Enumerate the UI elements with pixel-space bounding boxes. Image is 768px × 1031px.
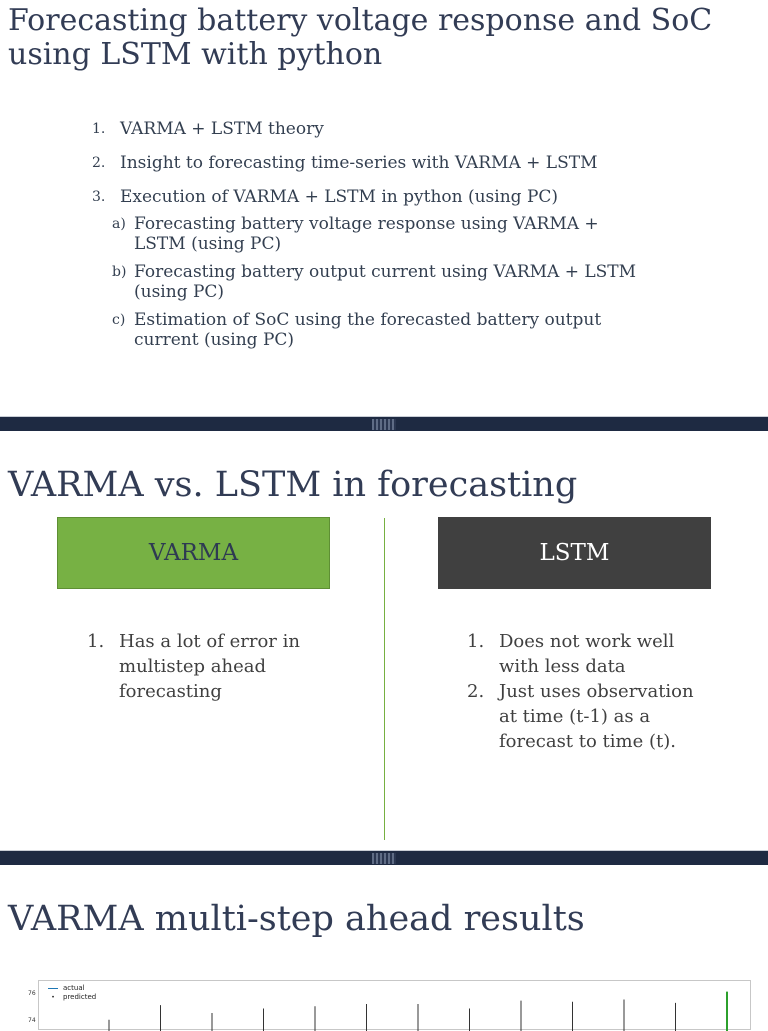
list-item bbox=[87, 629, 337, 704]
legend-label: predicted bbox=[63, 993, 97, 1001]
legend-entry bbox=[48, 984, 96, 993]
y-tick-label: 76 bbox=[28, 990, 36, 997]
varma-points-list bbox=[87, 629, 337, 704]
slide-title: VARMA vs. LSTM in forecasting bbox=[8, 465, 578, 505]
sub-item-letter: c) bbox=[112, 312, 126, 328]
item-text: Insight to forecasting time-series with VARMA + LSTM bbox=[120, 153, 598, 173]
agenda-item bbox=[92, 152, 712, 174]
slide-title: VARMA multi-step ahead results bbox=[8, 899, 585, 939]
list-item bbox=[467, 679, 707, 754]
list-item bbox=[467, 629, 707, 679]
item-number: 2. bbox=[92, 155, 106, 171]
item-number: 1. bbox=[87, 631, 105, 652]
sub-item bbox=[112, 214, 712, 254]
sub-item-letter: b) bbox=[112, 264, 127, 280]
slide-agenda bbox=[0, 0, 768, 416]
agenda-item bbox=[92, 118, 712, 140]
sub-item bbox=[112, 310, 712, 350]
agenda-item bbox=[92, 186, 712, 208]
sub-item bbox=[112, 262, 712, 302]
legend-entry bbox=[48, 993, 96, 1002]
sub-item-text: Forecasting battery output current using VARMA + LSTM (using PC) bbox=[134, 262, 637, 302]
sub-item-text: Estimation of SoC using the forecasted battery output current (using PC) bbox=[134, 310, 602, 350]
legend-dot-icon: • bbox=[51, 994, 55, 1001]
lstm-header-box: LSTM bbox=[438, 517, 711, 589]
chart-legend bbox=[48, 984, 96, 1002]
sub-item-letter: a) bbox=[112, 216, 126, 232]
drag-handle-icon[interactable] bbox=[372, 419, 396, 430]
item-number: 3. bbox=[92, 189, 106, 205]
slide-divider[interactable] bbox=[0, 416, 768, 431]
slide-results bbox=[0, 866, 768, 1024]
item-text: Execution of VARMA + LSTM in python (using PC) bbox=[120, 187, 559, 207]
slide-comparison bbox=[0, 432, 768, 850]
results-chart bbox=[38, 980, 751, 1030]
sub-item-text: Forecasting battery voltage response using VARMA + LSTM (using PC) bbox=[134, 214, 599, 254]
item-number: 2. bbox=[467, 681, 485, 702]
column-divider bbox=[384, 518, 385, 840]
slide-title: Forecasting battery voltage response and SoC using LSTM with python bbox=[8, 3, 713, 72]
item-text: Just uses observation at time (t-1) as a forecast to time (t). bbox=[499, 681, 694, 752]
legend-line-icon bbox=[48, 988, 58, 989]
item-number: 1. bbox=[92, 121, 106, 137]
legend-label: actual bbox=[63, 984, 85, 992]
agenda-list bbox=[92, 118, 712, 358]
lstm-points-list bbox=[467, 629, 707, 754]
slide-divider[interactable] bbox=[0, 850, 768, 865]
item-text: Does not work well with less data bbox=[499, 631, 675, 677]
item-number: 1. bbox=[467, 631, 485, 652]
varma-header-box: VARMA bbox=[57, 517, 330, 589]
item-text: VARMA + LSTM theory bbox=[120, 119, 324, 139]
y-tick-label: 74 bbox=[28, 1017, 36, 1024]
sub-list bbox=[112, 214, 712, 350]
agenda-subitems bbox=[92, 214, 712, 350]
drag-handle-icon[interactable] bbox=[372, 853, 396, 864]
item-text: Has a lot of error in multistep ahead forecasting bbox=[119, 631, 300, 702]
